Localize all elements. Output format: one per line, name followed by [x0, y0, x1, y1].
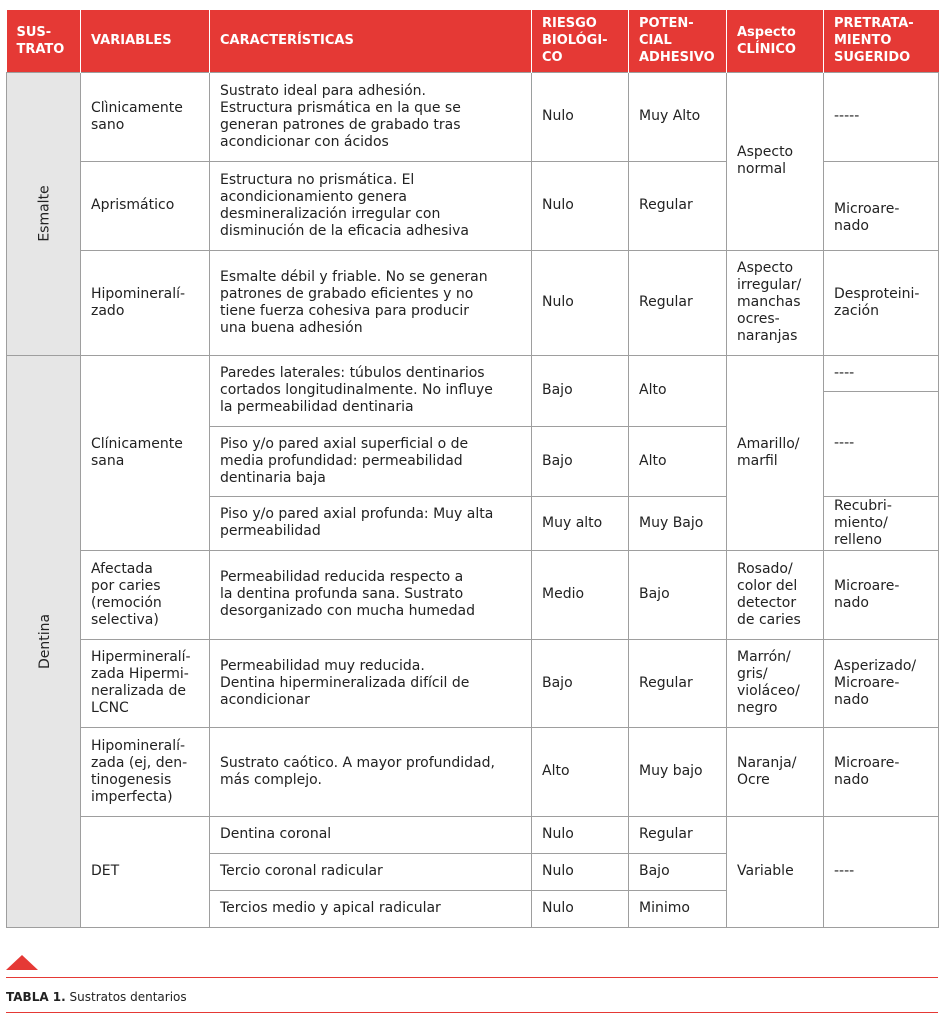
table-row	[7, 355, 939, 391]
adhesive-cell: Regular	[629, 250, 727, 355]
characteristics-cell: Paredes laterales: túbulos dentinarios cortados longitudinalmente. No influye la permeabilidad dentinaria	[210, 355, 532, 426]
variable-cell: DET	[81, 816, 210, 927]
pretreatment-cell: ----	[824, 355, 939, 391]
substrate-label: Esmalte	[36, 185, 53, 242]
adhesive-cell: Bajo	[629, 853, 727, 890]
adhesive-cell: Minimo	[629, 890, 727, 927]
risk-cell: Bajo	[532, 426, 629, 496]
clinical-aspect-cell: Variable	[727, 816, 824, 927]
risk-cell: Bajo	[532, 355, 629, 426]
adhesive-cell: Regular	[629, 816, 727, 853]
adhesive-cell: Muy Alto	[629, 72, 727, 161]
characteristics-cell: Sustrato caótico. A mayor profundidad, más complejo.	[210, 727, 532, 816]
variable-cell: Hipomineralí- zada (ej, den- tinogenesis imperfecta)	[81, 727, 210, 816]
pretreatment-cell: -----	[824, 72, 939, 161]
substrate-esmalte	[7, 72, 81, 355]
table-row	[7, 550, 939, 639]
adhesive-cell: Muy bajo	[629, 727, 727, 816]
risk-cell: Nulo	[532, 816, 629, 853]
clinical-aspect-cell: Marrón/ gris/ violáceo/ negro	[727, 639, 824, 727]
clinical-aspect-cell: Rosado/ color del detector de caries	[727, 550, 824, 639]
caption-label: TABLA 1.	[6, 990, 66, 1004]
risk-cell: Nulo	[532, 161, 629, 250]
header-row	[7, 10, 939, 72]
risk-cell: Medio	[532, 550, 629, 639]
triangle-icon	[6, 955, 38, 970]
risk-cell: Nulo	[532, 853, 629, 890]
variable-cell: Hipomineralí- zado	[81, 250, 210, 355]
pretreatment-cell: ----	[824, 816, 939, 927]
clinical-aspect-cell: Aspecto irregular/ manchas ocres- naranjas	[727, 250, 824, 355]
clinical-aspect-cell: Naranja/ Ocre	[727, 727, 824, 816]
variable-cell: Aprismático	[81, 161, 210, 250]
adhesive-cell: Muy Bajo	[629, 496, 727, 550]
header-pretratamiento: PRETRATA- MIENTO SUGERIDO	[824, 10, 939, 72]
divider	[6, 1012, 938, 1013]
adhesive-cell: Regular	[629, 639, 727, 727]
risk-cell: Nulo	[532, 890, 629, 927]
header-variables: VARIABLES	[81, 10, 210, 72]
adhesive-cell: Bajo	[629, 550, 727, 639]
risk-cell: Bajo	[532, 639, 629, 727]
table-row	[7, 72, 939, 161]
clinical-aspect-cell: Aspecto normal	[727, 72, 824, 250]
risk-cell: Nulo	[532, 72, 629, 161]
header-riesgo: RIESGO BIOLÓGI- CO	[532, 10, 629, 72]
substrate-dentina	[7, 355, 81, 927]
risk-cell: Muy alto	[532, 496, 629, 550]
header-aspecto: Aspecto CLÍNICO	[727, 10, 824, 72]
adhesive-cell: Regular	[629, 161, 727, 250]
substrate-label: Dentina	[36, 613, 53, 669]
characteristics-cell: Permeabilidad reducida respecto a la dentina profunda sana. Sustrato desorganizado con mucha humedad	[210, 550, 532, 639]
adhesive-cell: Alto	[629, 426, 727, 496]
table-caption	[6, 990, 187, 1005]
substrates-table	[6, 10, 939, 928]
adhesive-cell: Alto	[629, 355, 727, 426]
clinical-aspect-cell: Amarillo/ marfil	[727, 355, 824, 550]
header-sustrato: SUS- TRATO	[7, 10, 81, 72]
variable-cell: Afectada por caries (remoción selectiva)	[81, 550, 210, 639]
risk-cell: Alto	[532, 727, 629, 816]
divider	[6, 977, 938, 978]
characteristics-cell: Piso y/o pared axial profunda: Muy alta permeabilidad	[210, 496, 532, 550]
table-row	[7, 816, 939, 853]
characteristics-cell: Dentina coronal	[210, 816, 532, 853]
table-row	[7, 250, 939, 355]
characteristics-cell: Tercio coronal radicular	[210, 853, 532, 890]
header-potencial: POTEN- CIAL ADHESIVO	[629, 10, 727, 72]
characteristics-cell: Estructura no prismática. El acondicionamiento genera desmineralización irregular con disminución de la eficacia adhesiva	[210, 161, 532, 250]
pretreatment-cell: ----	[824, 391, 939, 496]
characteristics-cell: Tercios medio y apical radicular	[210, 890, 532, 927]
table-row	[7, 727, 939, 816]
table-row	[7, 639, 939, 727]
variable-cell: Clìnicamente sano	[81, 72, 210, 161]
characteristics-cell: Esmalte débil y friable. No se generan patrones de grabado eficientes y no tiene fuerza cohesiva para producir una buena adhesión	[210, 250, 532, 355]
pretreatment-cell: Asperizado/ Microare- nado	[824, 639, 939, 727]
caption-text: Sustratos dentarios	[65, 990, 187, 1004]
variable-cell: Hipermineralí- zada Hipermi- neralizada de LCNC	[81, 639, 210, 727]
pretreatment-cell: Desproteini- zación	[824, 250, 939, 355]
variable-cell: Clínicamente sana	[81, 355, 210, 550]
characteristics-cell: Piso y/o pared axial superficial o de media profundidad: permeabilidad dentinaria baja	[210, 426, 532, 496]
pretreatment-cell: Microare- nado	[824, 550, 939, 639]
header-caracteristicas: CARACTERÍSTICAS	[210, 10, 532, 72]
characteristics-cell: Sustrato ideal para adhesión. Estructura prismática en la que se generan patrones de grabado tras acondicionar con ácidos	[210, 72, 532, 161]
pretreatment-cell: Recubri- miento/ relleno	[824, 496, 939, 550]
pretreatment-cell: Microare- nado	[824, 727, 939, 816]
characteristics-cell: Permeabilidad muy reducida. Dentina hipermineralizada difícil de acondicionar	[210, 639, 532, 727]
pretreatment-cell: Microare- nado	[824, 161, 939, 250]
risk-cell: Nulo	[532, 250, 629, 355]
